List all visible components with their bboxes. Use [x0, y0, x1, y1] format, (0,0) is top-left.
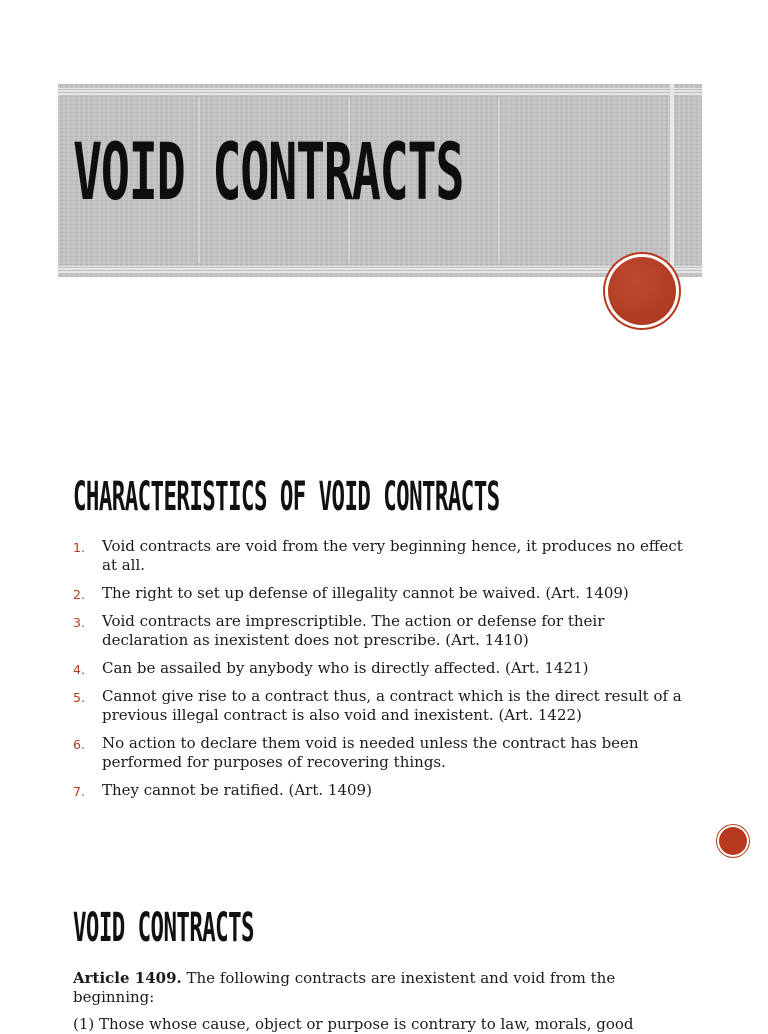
article-paragraph [73, 969, 693, 1007]
slide-heading: CHARACTERISTICS OF VOID CONTRACTS [73, 474, 500, 520]
banner-top-stripe [58, 88, 702, 95]
list-number: 3. [73, 615, 85, 630]
title-banner [58, 84, 702, 277]
decorative-circle [608, 257, 676, 325]
list-item-text: The right to set up defense of illegality cannot be waived. (Art. 1409) [102, 584, 629, 602]
list-number: 7. [73, 784, 85, 799]
characteristics-slide [0, 460, 768, 880]
banner-bottom-stripe [58, 266, 702, 273]
banner-divider [670, 84, 674, 277]
list-item [73, 781, 693, 800]
void-contracts-slide [0, 895, 768, 1033]
list-item-text: Can be assailed by anybody who is directly affected. (Art. 1421) [102, 659, 589, 677]
list-number: 6. [73, 737, 85, 752]
article-label: Article 1409. [73, 969, 182, 987]
title-slide [0, 0, 768, 400]
slide-heading: VOID CONTRACTS [73, 905, 254, 951]
list-item [73, 537, 693, 575]
list-item [73, 687, 693, 725]
list-item [73, 659, 693, 678]
list-item [73, 612, 693, 650]
list-item-text: They cannot be ratified. (Art. 1409) [102, 781, 372, 799]
list-item-text: Cannot give rise to a contract thus, a contract which is the direct result of a previous illegal contract is also void and inexistent. (Art. 1422) [102, 687, 682, 724]
list-number: 1. [73, 540, 85, 555]
list-item-text: No action to declare them void is needed unless the contract has been performed for purposes of recovering things. [102, 734, 639, 771]
list-number: 5. [73, 690, 85, 705]
list-number: 4. [73, 662, 85, 677]
list-item [73, 734, 693, 772]
list-item [73, 584, 693, 603]
slide-title: VOID CONTRACTS [73, 128, 464, 218]
decorative-circle-small [719, 827, 747, 855]
article-item-1: (1) Those whose cause, object or purpose is contrary to law, morals, good [73, 1015, 634, 1033]
list-number: 2. [73, 587, 85, 602]
characteristics-list [73, 537, 693, 809]
article-text: The following contracts are inexistent and void from the beginning: [73, 969, 616, 1006]
list-item-text: Void contracts are void from the very beginning hence, it produces no effect at all. [102, 537, 683, 574]
list-item-text: Void contracts are imprescriptible. The action or defense for their declaration as inexistent does not prescribe. (Art. 1410) [102, 612, 605, 649]
